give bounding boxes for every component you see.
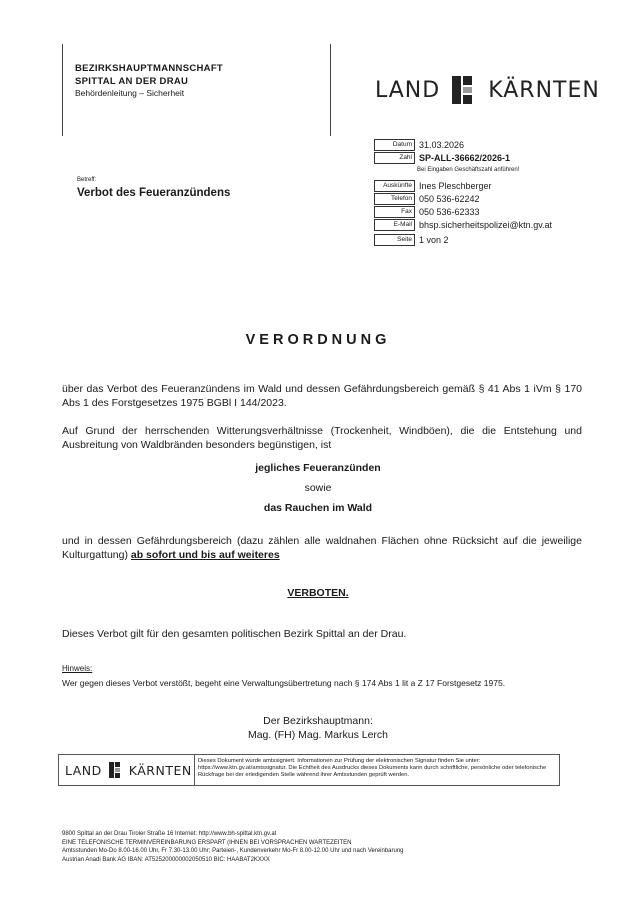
meta-fax-label: Fax <box>374 206 415 218</box>
meta-telefon-row <box>374 193 480 205</box>
meta-zahl-label: Zahl <box>374 152 415 164</box>
logo-word-land: LAND <box>375 77 441 103</box>
footer-office-hours: Amtsstunden Mo-Do 8.00-16.00 Uhr, Fr 7.30-13.00 Uhr; Parteien-, Kundenverkehr Mo-Fr 8.00-12.00 Uhr und nach Vereinbarung <box>62 848 404 854</box>
hinweis-text: Wer gegen dieses Verbot verstößt, begeht eine Verwaltungsübertretung nach § 174 Abs 1 lit a Z 17 Forstgesetz 1975. <box>62 678 506 688</box>
meta-seite-row <box>374 234 449 246</box>
footer-address: 9800 Spittal an der Drau Tiroler Straße 16 Internet: http://www.bh-spittal.ktn.gv.at <box>62 831 277 837</box>
signature-name: Mag. (FH) Mag. Markus Lerch <box>247 729 389 741</box>
prohibition-item-fire: jegliches Feueranzünden <box>255 462 381 474</box>
verboten-heading: VERBOTEN. <box>287 587 349 599</box>
meta-fax-row <box>374 206 480 218</box>
meta-reference-note: Bei Eingaben Geschäftszahl anführen! <box>417 167 520 173</box>
scope-text: und in dessen Gefährdungsbereich (dazu zählen alle waldnahen Flächen ohne Rücksicht auf die jeweilige Kulturgattung) <box>62 535 582 561</box>
meta-fax-value: 050 536-62333 <box>419 207 480 217</box>
meta-auskuenfte-label: Auskünfte <box>374 180 415 192</box>
paragraph-legal-basis: über das Verbot des Feueranzündens im Wald und dessen Gefährdungsbereich gemäß § 41 Abs 1 iVm § 170 Abs 1 des Forstgesetzes 1975 BGBl I 144/2023. <box>62 383 582 409</box>
meta-email-label: E-Mail <box>374 219 415 231</box>
box-logo-word-kaernten: KÄRNTEN <box>128 762 192 778</box>
sender-department: Behördenleitung – Sicherheit <box>75 88 185 98</box>
meta-telefon-label: Telefon <box>374 193 415 205</box>
prohibition-conjunction: sowie <box>304 482 332 494</box>
header-right-rule <box>330 44 331 136</box>
paragraph-district: Dieses Verbot gilt für den gesamten politischen Bezirk Spittal an der Drau. <box>62 628 407 640</box>
logo-word-kaernten: KÄRNTEN <box>488 77 600 103</box>
sender-authority <box>75 62 223 88</box>
meta-telefon-value: 050 536-62242 <box>419 194 480 204</box>
paragraph-scope <box>62 534 582 562</box>
box-logo <box>65 762 192 778</box>
signature-verification-box <box>58 754 560 786</box>
logo-mark-icon <box>452 76 478 104</box>
meta-auskuenfte-value: Ines Pleschberger <box>419 181 492 191</box>
meta-datum-row <box>374 139 464 151</box>
meta-auskuenfte-row <box>374 180 492 192</box>
meta-seite-value: 1 von 2 <box>419 235 449 245</box>
meta-seite-label: Seite <box>374 234 415 246</box>
meta-datum-label: Datum <box>374 139 415 151</box>
meta-email-value[interactable]: bhsp.sicherheitspolizei@ktn.gv.at <box>419 220 553 230</box>
signature-block <box>0 714 636 742</box>
signature-role: Der Bezirkshauptmann: <box>263 715 373 727</box>
scope-emphasis: ab sofort und bis auf weiteres <box>130 549 280 561</box>
meta-datum-value: 31.03.2026 <box>419 140 465 150</box>
paragraph-reason: Auf Grund der herrschenden Witterungsverhältnisse (Trockenheit, Windböen), die die Entstehung und Ausbreitung von Waldbränden besonders begünstigen, ist <box>62 425 582 451</box>
header-logo <box>375 76 600 104</box>
meta-email-row <box>374 219 552 231</box>
box-logo-word-land: LAND <box>65 762 102 778</box>
signature-box-text: Dieses Dokument wurde amtssigniert. Informationen zur Prüfung der elektronischen Signatur finden Sie unter: https://www.ktn.gv.at/amtssignatur. Die Echtheit des Ausdrucks dieses Dokuments kann durch schriftliche, persönliche oder telefonische Rückfrage bei der erledigenden Stelle während ihrer Amtsstunden geprüft werden. <box>198 758 547 778</box>
prohibition-item-smoking: das Rauchen im Wald <box>263 502 373 514</box>
subject-label: Betreff: <box>77 177 97 183</box>
sender-line-1: BEZIRKSHAUPTMANNSCHAFT <box>75 63 224 74</box>
subject-title: Verbot des Feueranzündens <box>77 187 231 199</box>
meta-zahl-row <box>374 152 510 164</box>
hinweis-label: Hinweis: <box>62 664 93 673</box>
meta-zahl-value: SP-ALL-36662/2026-1 <box>419 153 511 163</box>
box-logo-mark-icon <box>109 762 123 778</box>
header-left-rule <box>62 44 63 136</box>
page-footer <box>62 830 404 864</box>
box-divider <box>194 755 195 785</box>
footer-appointment-note: EINE TELEFONISCHE TERMINVEREINBARUNG ERSPART (IHNEN BEI VORSPRACHEN WARTEZEITEN <box>62 839 352 846</box>
document-title: VERORDNUNG <box>245 332 391 348</box>
sender-line-2: SPITTAL AN DER DRAU <box>75 76 189 87</box>
footer-bank-details: Austrian Anadi Bank AG IBAN: AT525200000002050510 BIC: HAABAT2KXXX <box>62 856 270 863</box>
